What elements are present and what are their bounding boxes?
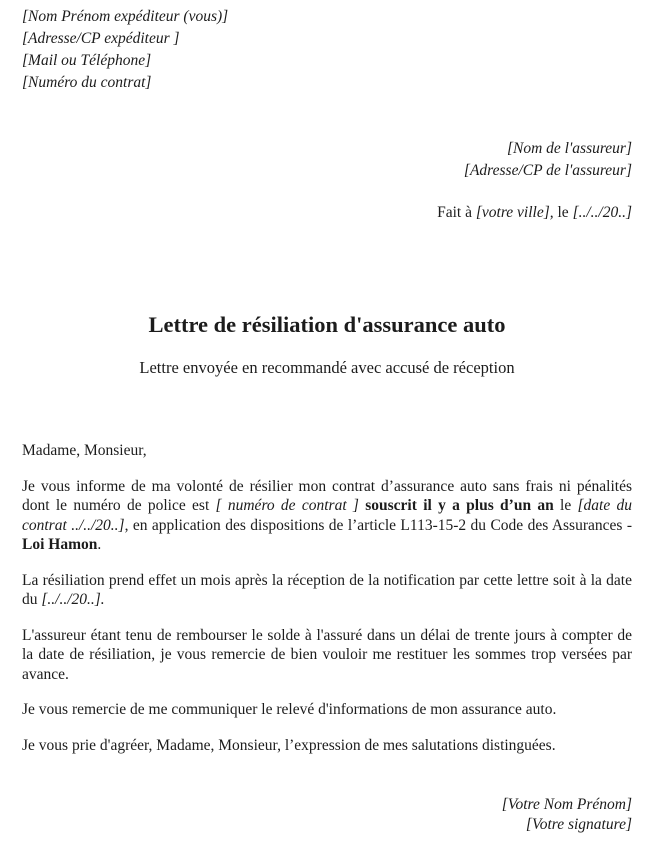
salutation: Madame, Monsieur, [22, 442, 147, 459]
sender-name-line: [Nom Prénom expéditeur (vous)] [22, 8, 229, 25]
dateline-le: le [553, 204, 573, 221]
signature-name-placeholder: [Votre Nom Prénom] [501, 796, 632, 813]
p1-bold-loi-hamon: Loi Hamon [22, 536, 98, 553]
p1-period: . [97, 536, 102, 553]
dateline-date-placeholder: [../../20..] [572, 204, 632, 221]
paragraph-refund: L'assureur étant tenu de rembourser le solde à l'assuré dans un délai de trente jours à compter de la date de résiliation, je vous remercie de bien vouloir me restituer les sommes trop versées par avance. [22, 626, 632, 683]
sender-block [22, 6, 632, 94]
letter-subtitle: Lettre envoyée en recommandé avec accusé de réception [139, 358, 515, 377]
paragraph-closing: Je vous prie d'agréer, Madame, Monsieur, l’expression de mes salutations distinguées. [22, 736, 556, 754]
insurer-block [22, 138, 632, 182]
sender-contact-line: [Mail ou Téléphone] [22, 52, 152, 69]
p1-text-2: le [560, 497, 578, 514]
letter-title: Lettre de résiliation d'assurance auto [148, 312, 506, 337]
p2-date-placeholder: [../../20..]. [41, 591, 105, 608]
sender-address-line: [Adresse/CP expéditeur ] [22, 30, 180, 47]
insurer-address-line: [Adresse/CP de l'assureur] [463, 162, 632, 179]
date-place-line [22, 202, 632, 224]
p1-contract-date-placeholder: [date du contrat ../../20..] [22, 497, 633, 534]
paragraph-information-statement: Je vous remercie de me communiquer le relevé d'informations de mon assurance auto. [22, 701, 557, 718]
sender-contract-line: [Numéro du contrat] [22, 74, 152, 91]
signature-sign-placeholder: [Votre signature] [525, 816, 632, 833]
p1-bold-over-one-year: souscrit il y a plus d’un an [358, 497, 561, 514]
insurer-name-line: [Nom de l'assureur] [506, 140, 632, 157]
paragraph-effective-date [22, 571, 632, 610]
dateline-city-placeholder: [votre ville], [475, 204, 554, 221]
p1-contract-number-placeholder: [ numéro de contrat ] [215, 497, 359, 514]
paragraph-cancellation-request [22, 477, 632, 555]
signature-block [22, 795, 632, 835]
p1-text-1: Je vous informe de ma volonté de résilier mon contrat d’assurance auto sans frais ni pénalités dont le numéro de police est [22, 477, 632, 514]
dateline-prefix: Fait à [437, 204, 476, 221]
p2-text: La résiliation prend effet un mois après la réception de la notification par cette lettre soit à la date du [22, 571, 632, 608]
p1-text-3: , en application des dispositions de l’article L113-15-2 du Code des Assurances - [124, 516, 632, 534]
